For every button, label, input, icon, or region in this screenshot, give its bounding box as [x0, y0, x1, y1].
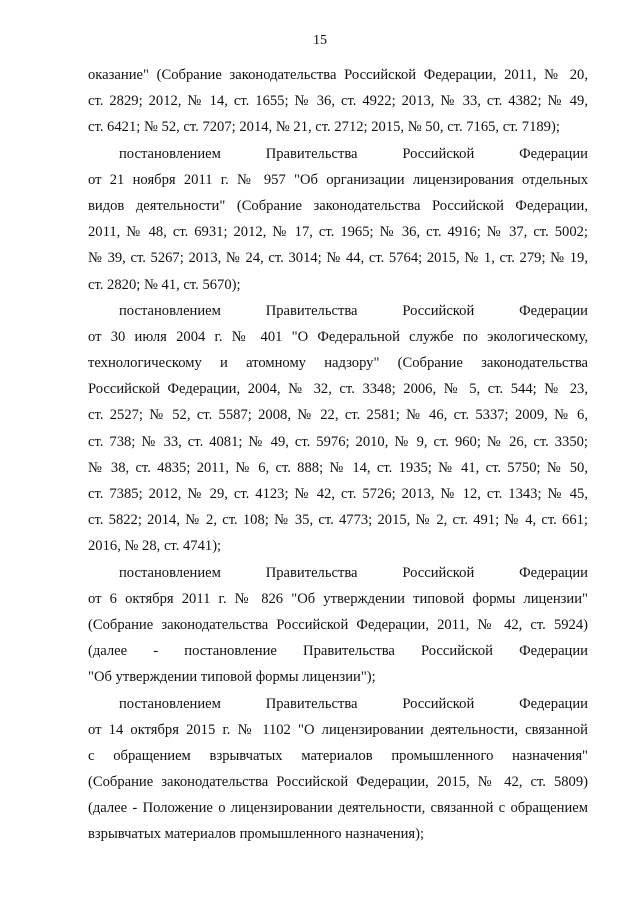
text-line: постановлением Правительства Российской Федерации	[119, 145, 588, 162]
text-line: ст. 7385; 2012, № 29, ст. 4123; № 42, ст. 5726; 2013, № 12, ст. 1343; № 45,	[88, 486, 588, 502]
text-line: постановлением Правительства Российской Федерации	[119, 302, 588, 319]
text-line: от 6 октября 2011 г. № 826 "Об утверждении типовой формы лицензии"	[88, 590, 588, 607]
paragraph-4	[88, 560, 588, 691]
text-line: оказание" (Собрание законодательства Российской Федерации, 2011, № 20,	[88, 67, 588, 83]
text-line: ст. 6421; № 52, ст. 7207; 2014, № 21, ст. 2712; 2015, № 50, ст. 7165, ст. 7189);	[88, 119, 560, 136]
paragraph-2	[88, 141, 588, 298]
text-line: ст. 2820; № 41, ст. 5670);	[88, 276, 241, 293]
paragraph-5	[88, 691, 588, 848]
text-line: № 39, ст. 5267; 2013, № 24, ст. 3014; № 44, ст. 5764; 2015, № 1, ст. 279; № 19,	[88, 250, 588, 267]
text-line: "Об утверждении типовой формы лицензии");	[88, 669, 376, 686]
text-line: технологическому и атомному надзору" (Собрание законодательства	[88, 355, 588, 372]
text-line: ст. 738; № 33, ст. 4081; № 49, ст. 5976; 2010, № 9, ст. 960; № 26, ст. 3350;	[88, 433, 588, 450]
text-line: постановлением Правительства Российской Федерации	[119, 695, 588, 712]
text-line: с обращением взрывчатых материалов промышленного назначения"	[88, 747, 588, 764]
document-body	[88, 62, 588, 848]
text-line: (Собрание законодательства Российской Федерации, 2015, № 42, ст. 5809)	[88, 774, 588, 791]
text-line: ст. 2829; 2012, № 14, ст. 1655; № 36, ст. 4922; 2013, № 33, ст. 4382; № 49,	[88, 93, 588, 110]
text-line: от 30 июля 2004 г. № 401 "О Федеральной службе по экологическому,	[88, 328, 588, 345]
text-line: (Собрание законодательства Российской Федерации, 2011, № 42, ст. 5924)	[88, 616, 588, 633]
text-line: постановлением Правительства Российской Федерации	[119, 564, 588, 581]
paragraph-3	[88, 298, 588, 560]
paragraph-1	[88, 62, 588, 141]
text-line: от 21 ноября 2011 г. № 957 "Об организации лицензирования отдельных	[88, 171, 588, 188]
text-line: ст. 5822; 2014, № 2, ст. 108; № 35, ст. 4773; 2015, № 2, ст. 491; № 4, ст. 661;	[88, 512, 588, 529]
text-line: № 38, ст. 4835; 2011, № 6, ст. 888; № 14, ст. 1935; № 41, ст. 5750; № 50,	[88, 459, 588, 476]
text-line: взрывчатых материалов промышленного назначения);	[88, 826, 425, 843]
text-line: 2011, № 48, ст. 6931; 2012, № 17, ст. 1965; № 36, ст. 4916; № 37, ст. 5002;	[88, 224, 588, 241]
text-line: 2016, № 28, ст. 4741);	[88, 538, 222, 555]
text-line: Российской Федерации, 2004, № 32, ст. 3348; 2006, № 5, ст. 544; № 23,	[88, 381, 588, 398]
text-line: от 14 октября 2015 г. № 1102 "О лицензировании деятельности, связанной	[88, 721, 588, 738]
text-line: видов деятельности" (Собрание законодательства Российской Федерации,	[88, 197, 588, 214]
text-line: ст. 2527; № 52, ст. 5587; 2008, № 22, ст. 2581; № 46, ст. 5337; 2009, № 6,	[88, 407, 588, 424]
page-number: 15	[313, 33, 327, 48]
text-line: (далее - постановление Правительства Российской Федерации	[88, 643, 588, 660]
text-line: (далее - Положение о лицензировании деятельности, связанной с обращением	[88, 800, 588, 817]
